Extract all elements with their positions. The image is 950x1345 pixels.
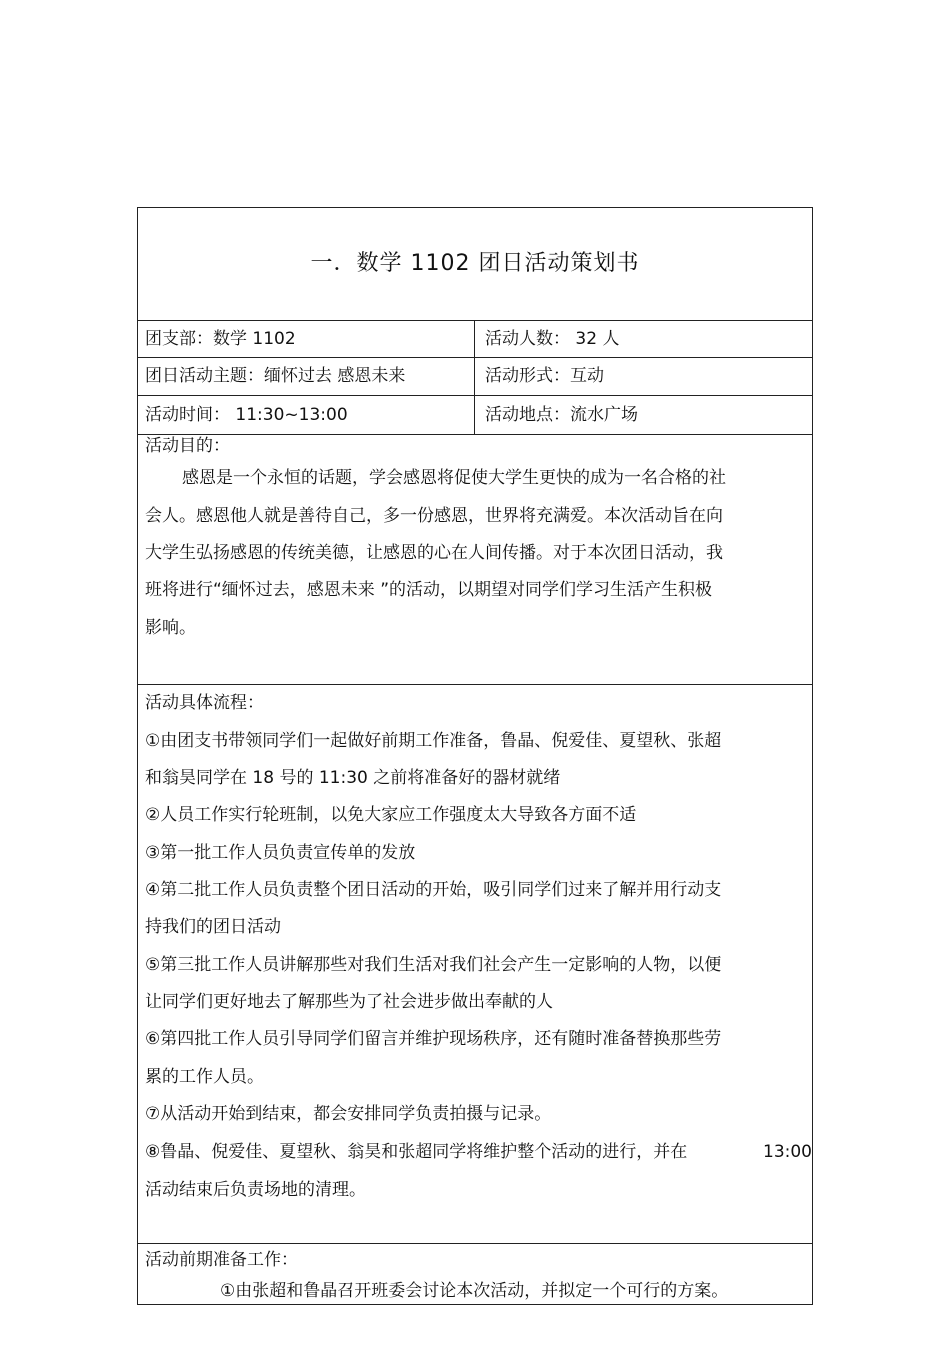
- table-divider: [137, 434, 813, 435]
- process-line: ⑤第三批工作人员讲解那些对我们生活对我们社会产生一定影响的人物，以便: [145, 955, 722, 975]
- process-line: ①由团支书带领同学们一起做好前期工作准备，鲁晶、倪爱佳、夏望秋、张超: [145, 731, 722, 751]
- form-cell: 活动形式：互动: [485, 366, 604, 386]
- time-cell: 活动时间： 11:30~13:00: [145, 405, 348, 425]
- purpose-heading: 活动目的：: [145, 436, 230, 456]
- table-divider: [137, 320, 813, 321]
- process-line: 和翁昊同学在 18 号的 11:30 之前将准备好的器材就绪: [145, 768, 561, 788]
- table-divider: [137, 1243, 813, 1244]
- process-time: 13:00: [763, 1142, 812, 1162]
- purpose-line: 大学生弘扬感恩的传统美德，让感恩的心在人间传播。对于本次团日活动，我: [145, 543, 723, 563]
- process-line: 持我们的团日活动: [145, 917, 281, 937]
- process-line: 累的工作人员。: [145, 1067, 264, 1087]
- count-cell: 活动人数： 32 人: [485, 329, 620, 349]
- process-line: ⑧鲁晶、倪爱佳、夏望秋、翁昊和张超同学将维护整个活动的进行，并在: [145, 1142, 688, 1162]
- table-divider: [137, 684, 813, 685]
- process-line: ②人员工作实行轮班制，以免大家应工作强度太大导致各方面不适: [145, 805, 637, 825]
- document-title: 一．数学 1102 团日活动策划书: [310, 251, 640, 276]
- prep-line: ①由张超和鲁晶召开班委会讨论本次活动，并拟定一个可行的方案。: [220, 1281, 729, 1301]
- process-line: ⑥第四批工作人员引导同学们留言并维护现场秩序，还有随时准备替换那些劳: [145, 1029, 722, 1049]
- process-line: ④第二批工作人员负责整个团日活动的开始，吸引同学们过来了解并用行动支: [145, 880, 722, 900]
- purpose-line: 会人。感恩他人就是善待自己，多一份感恩，世界将充满爱。本次活动旨在向: [145, 506, 723, 526]
- process-line: 活动结束后负责场地的清理。: [145, 1180, 366, 1200]
- table-divider: [137, 395, 813, 396]
- purpose-line: 班将进行“缅怀过去，感恩未来 ”的活动，以期望对同学们学习生活产生积极: [145, 580, 713, 600]
- place-cell: 活动地点：流水广场: [485, 405, 638, 425]
- purpose-line: 影响。: [145, 618, 196, 638]
- process-line: ③第一批工作人员负责宣传单的发放: [145, 843, 416, 863]
- column-divider: [474, 320, 475, 434]
- process-line: ⑦从活动开始到结束，都会安排同学负责拍摄与记录。: [145, 1104, 552, 1124]
- process-line: 让同学们更好地去了解那些为了社会进步做出奉献的人: [145, 992, 553, 1012]
- process-heading: 活动具体流程：: [145, 693, 264, 713]
- purpose-line: 感恩是一个永恒的话题，学会感恩将促使大学生更快的成为一名合格的社: [182, 468, 726, 488]
- branch-cell: 团支部：数学 1102: [145, 329, 296, 349]
- prep-heading: 活动前期准备工作：: [145, 1250, 298, 1270]
- table-divider: [137, 357, 813, 358]
- theme-cell: 团日活动主题：缅怀过去 感恩未来: [145, 366, 406, 386]
